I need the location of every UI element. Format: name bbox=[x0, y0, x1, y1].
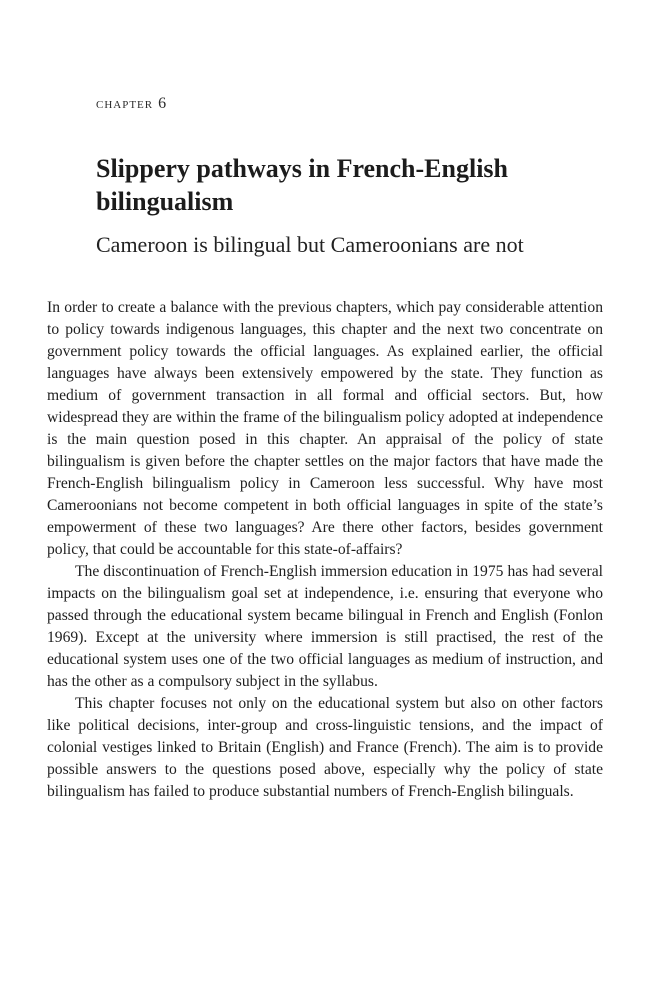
chapter-body bbox=[47, 297, 603, 803]
body-paragraph-1: In order to create a balance with the previous chapters, which pay considerable attention to policy towards indigenous languages, this chapter and the next two concentrate on government policy towards the official languages. As explained earlier, the official languages have always been extensively empowered by the state. They function as medium of government transaction in all formal and official sectors. But, how widespread they are within the frame of the bilingualism policy adopted at independence is the main question posed in this chapter. An appraisal of the policy of state bilingualism is given before the chapter settles on the major factors that have made the French-English bilingualism policy in Cameroon less successful. Why have most Cameroonians not become competent in both official languages in spite of the state’s empowerment of these two languages? Are there other factors, besides government policy, that could be accountable for this state-of-affairs? bbox=[47, 299, 603, 558]
body-paragraph-2: The discontinuation of French-English immersion education in 1975 has had several impacts on the bilingualism goal set at independence, i.e. ensuring that everyone who passed through the educational system became bilingual in French and English (Fonlon 1969). Except at the university where immersion is still practised, the rest of the educational system uses one of the two official languages as medium of instruction, and has the other as a compulsory subject in the syllabus. bbox=[47, 563, 603, 690]
body-paragraph-3: This chapter focuses not only on the educational system but also on other factors like political decisions, inter-group and cross-linguistic tensions, and the impact of colonial vestiges linked to Britain (English) and France (French). The aim is to provide possible answers to the questions posed above, especially why the policy of state bilingualism has failed to produce substantial numbers of French-English bilinguals. bbox=[47, 695, 603, 800]
chapter-subtitle: Cameroon is bilingual but Cameroonians are not bbox=[96, 232, 524, 257]
chapter-title: Slippery pathways in French-English bilingualism bbox=[96, 154, 509, 216]
chapter-label: chapter 6 bbox=[96, 95, 168, 112]
